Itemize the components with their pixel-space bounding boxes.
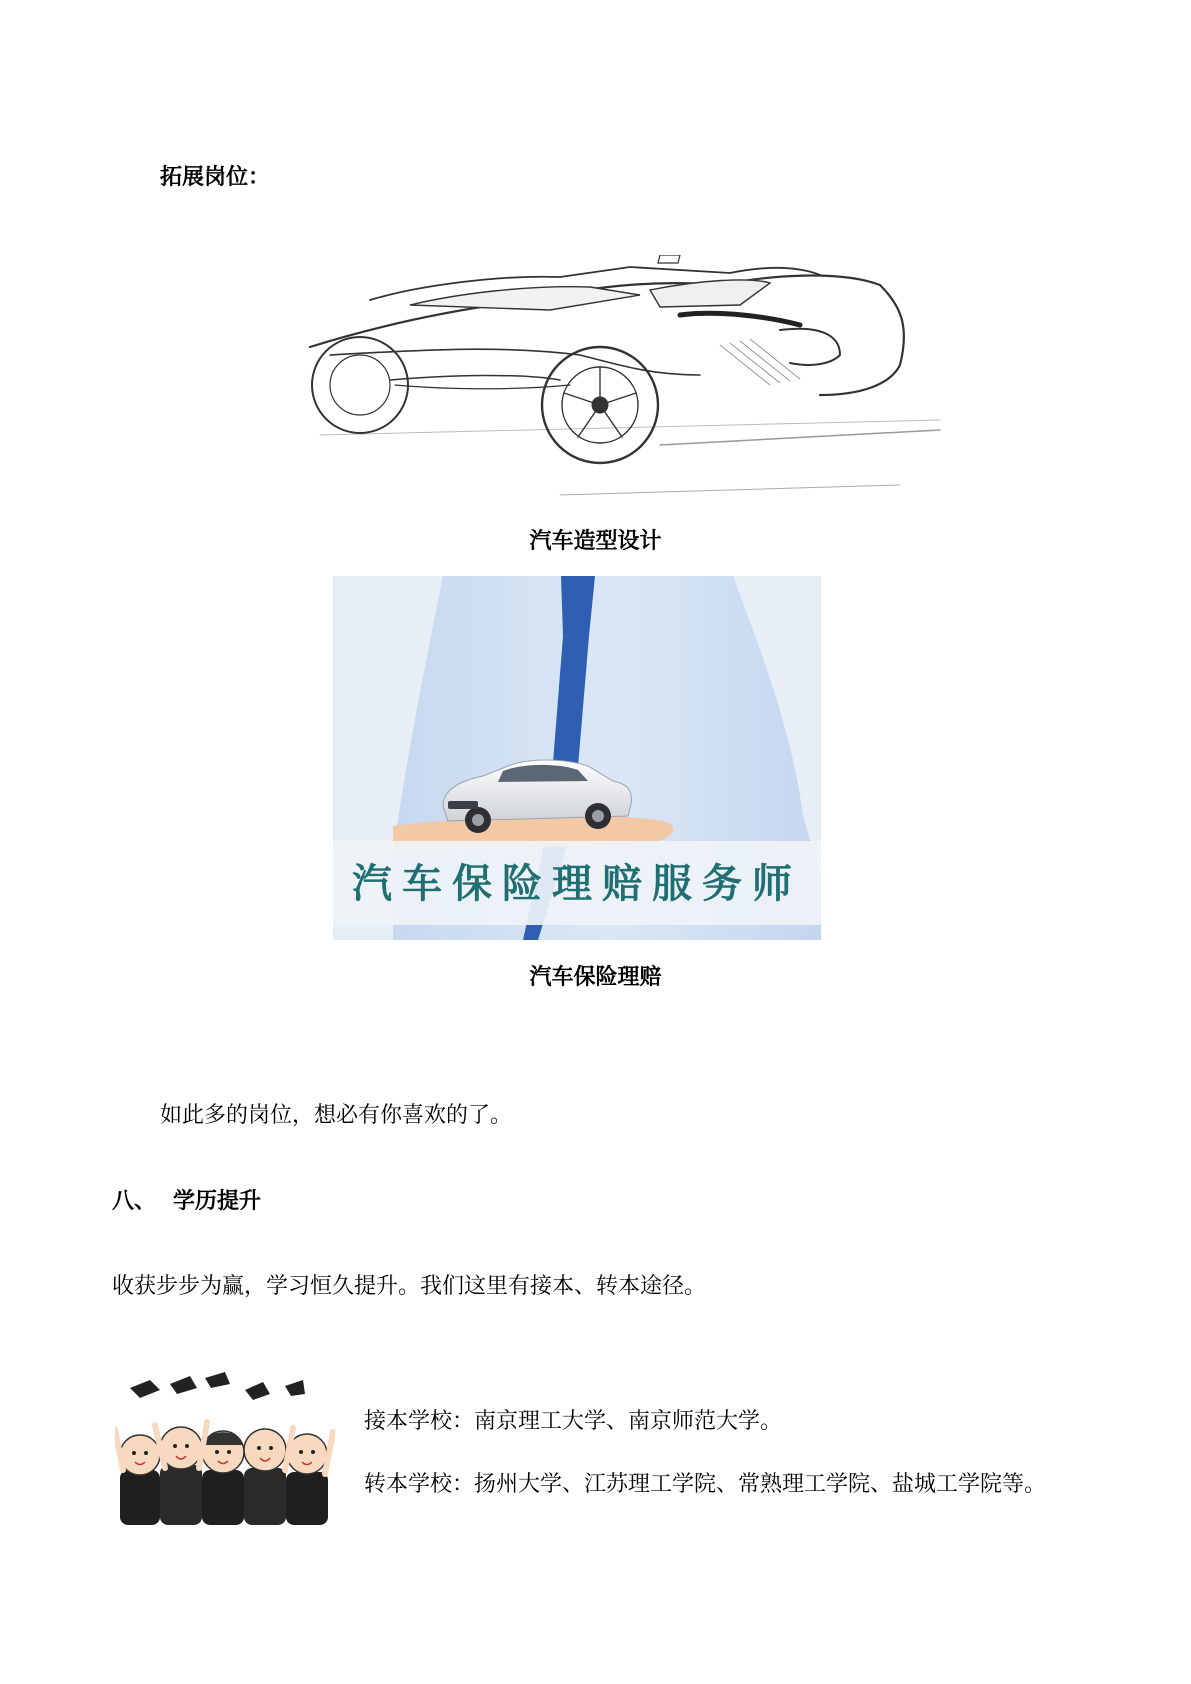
graduates-illustration <box>115 1370 335 1530</box>
section-intro: 收获步步为赢，学习恒久提升。我们这里有接本、转本途径。 <box>112 1274 707 1299</box>
section-title: 学历提升 <box>173 1189 262 1214</box>
car-sketch-image <box>300 255 960 505</box>
jieben-schools: 接本学校：南京理工大学、南京师范大学。 <box>364 1409 783 1434</box>
zhuanben-schools: 转本学校：扬州大学、江苏理工学院、常熟理工学院、盐城工学院等。 <box>364 1472 1047 1497</box>
summary-paragraph: 如此多的岗位，想必有你喜欢的了。 <box>160 1103 513 1128</box>
section-heading-extend: 拓展岗位： <box>160 165 271 190</box>
figure-caption-insurance: 汽车保险理赔 <box>529 965 662 990</box>
figure-caption-design: 汽车造型设计 <box>529 529 662 554</box>
insurance-photo <box>333 576 821 940</box>
insurance-banner-text: 汽车保险理赔服务师 <box>352 861 802 907</box>
section-number: 八、 <box>112 1189 157 1214</box>
